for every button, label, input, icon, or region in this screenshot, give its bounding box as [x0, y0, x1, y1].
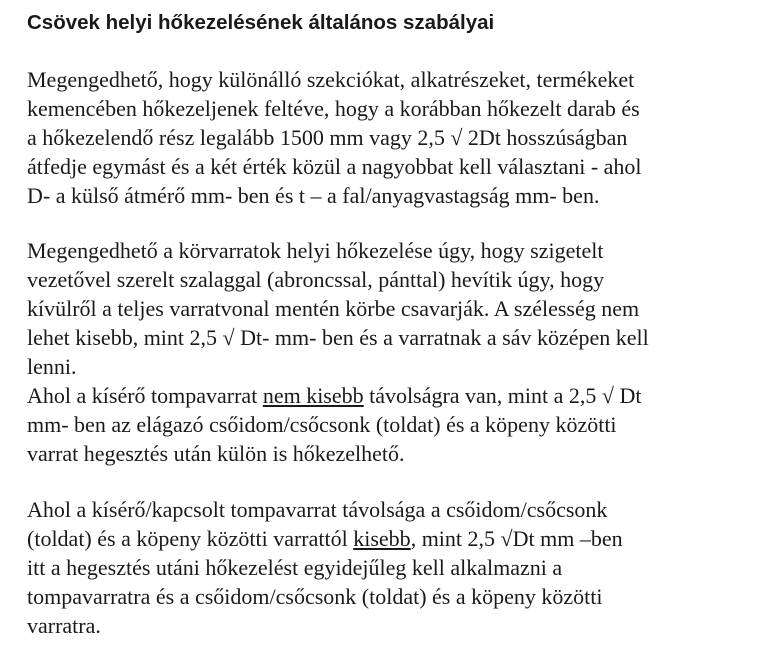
underlined-text: kisebb [353, 526, 411, 551]
underlined-text: nem kisebb [262, 383, 364, 408]
paragraph-line: varratra. [27, 613, 101, 638]
paragraph-line: Megengedhető, hogy különálló szekciókat, alkatrészeket, termékeket [27, 67, 635, 92]
paragraph-line: varrat hegesztés után külön is hőkezelhető. [27, 441, 405, 466]
text-run: Ahol a kísérő tompavarrat [27, 383, 263, 408]
paragraph-line: Megengedhető a körvarratok helyi hőkezelése úgy, hogy szigetelt [27, 238, 604, 263]
paragraph-line [27, 382, 642, 410]
paragraph-line: tompavarratra és a csőidom/csőcsonk (toldat) és a köpeny közötti [27, 584, 603, 609]
text-run: távolságra van, mint a 2,5 √ Dt [363, 383, 642, 408]
paragraph-line: vezetővel szerelt szalaggal (abroncssal, pánttal) hevítik úgy, hogy [27, 267, 605, 292]
paragraph-line: Ahol a kísérő/kapcsolt tompavarrat távolsága a csőidom/csőcsonk [27, 497, 608, 522]
paragraph-line: D- a külső átmérő mm- ben és t – a fal/anyagvastagság mm- ben. [27, 183, 600, 208]
paragraph-line: kívülről a teljes varratvonal mentén körbe csavarják. A szélesség nem [27, 296, 640, 321]
paragraph-line: átfedje egymást és a két érték közül a nagyobbat kell választani - ahol [27, 154, 642, 179]
paragraph-line: kemencében hőkezeljenek feltéve, hogy a korábban hőkezelt darab és [27, 96, 640, 121]
paragraph-line: lehet kisebb, mint 2,5 √ Dt- mm- ben és a varratnak a sáv középen kell [27, 325, 649, 350]
paragraph-line: a hőkezelendő rész legalább 1500 mm vagy 2,5 √ 2Dt hosszúságban [27, 125, 628, 150]
paragraph-line: lenni. [27, 354, 77, 379]
paragraph-line: mm- ben az elágazó csőidom/csőcsonk (toldat) és a köpeny közötti [27, 412, 617, 437]
paragraph-line [27, 525, 623, 553]
text-run: , mint 2,5 √Dt mm –ben [410, 526, 623, 551]
document-title: Csövek helyi hőkezelésének általános szabályai [27, 11, 495, 34]
paragraph-line: itt a hegesztés utáni hőkezelést egyidejűleg kell alkalmazni a [27, 555, 563, 580]
text-run: (toldat) és a köpeny közötti varrattól [27, 526, 354, 551]
